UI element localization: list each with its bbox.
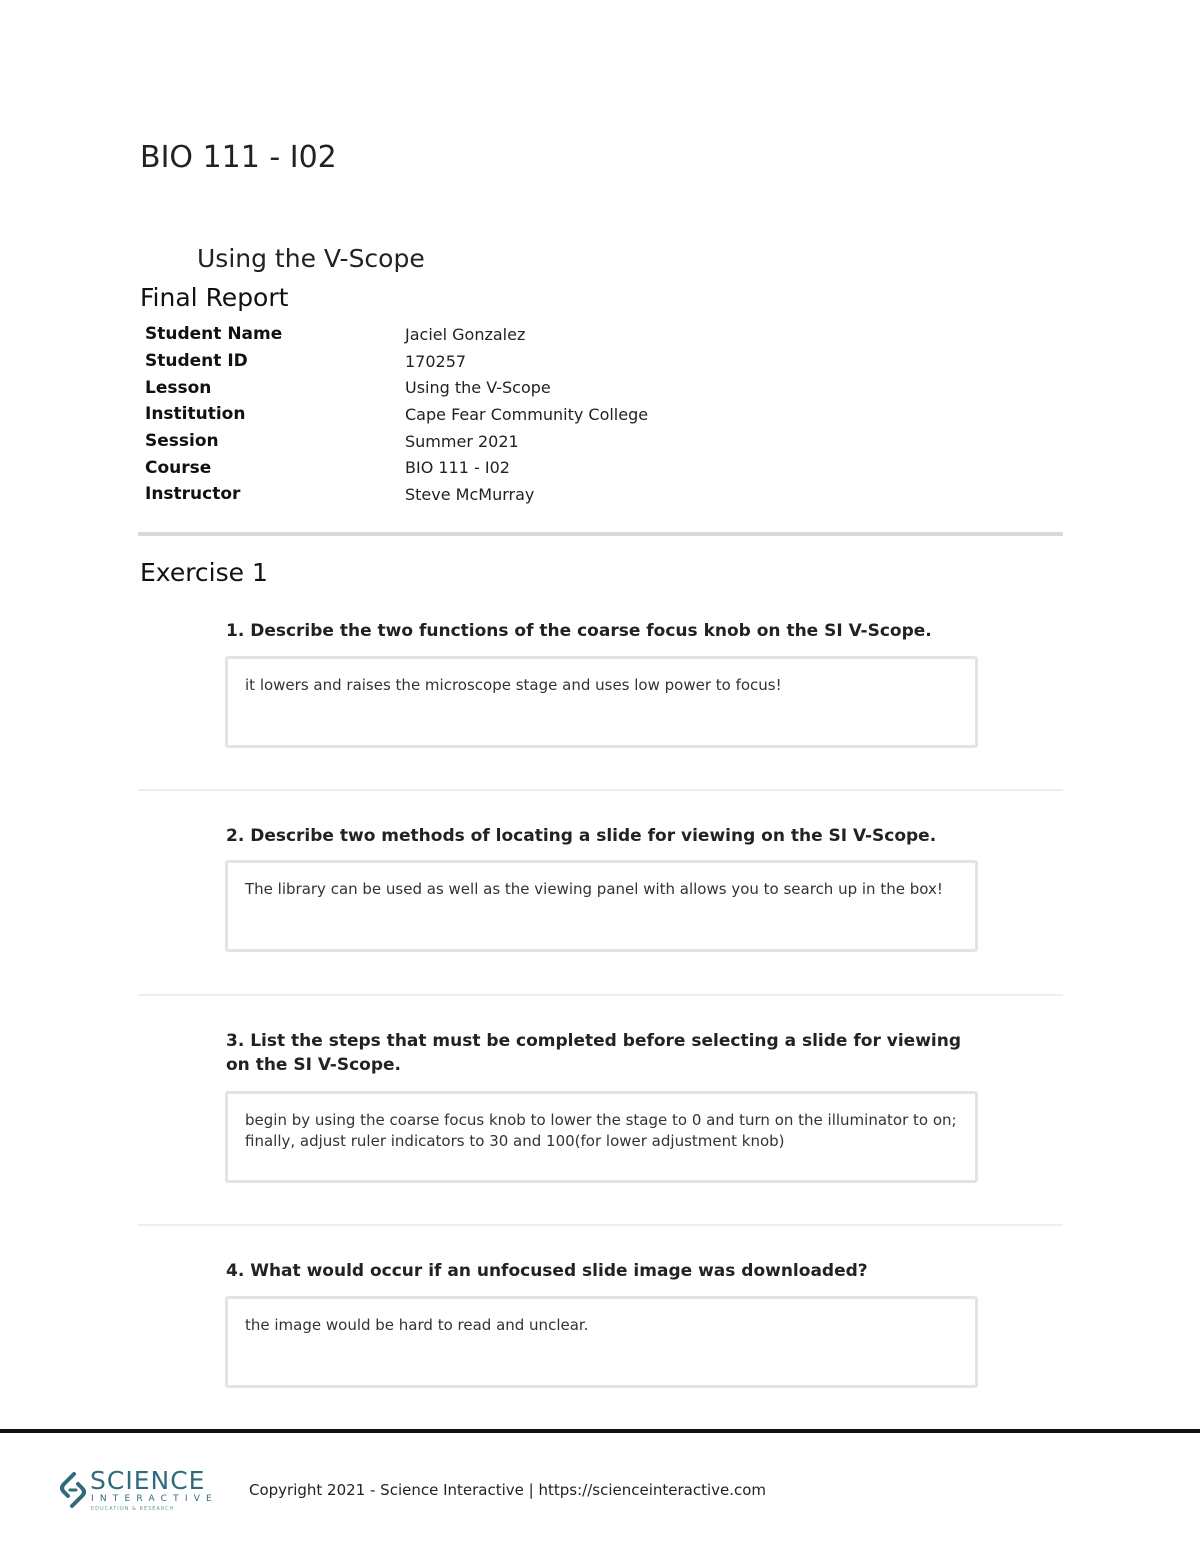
info-row-student-name bbox=[145, 321, 648, 348]
info-value: BIO 111 - I02 bbox=[405, 458, 510, 478]
info-label: Student Name bbox=[145, 324, 283, 345]
info-row-student-id bbox=[145, 348, 648, 375]
info-value: Cape Fear Community College bbox=[405, 404, 649, 424]
student-info-table bbox=[145, 321, 648, 508]
info-row-instructor bbox=[145, 481, 648, 508]
info-label: Lesson bbox=[145, 377, 212, 398]
answer-box-3[interactable]: begin by using the coarse focus knob to lower the stage to 0 and turn on the illuminator to on; finally, adjust ruler indicators to 30 and 100(for lower adjustment knob) bbox=[225, 1091, 978, 1183]
question-4: 4. What would occur if an unfocused slide image was downloaded? bbox=[226, 1261, 868, 1281]
lesson-title: Using the V-Scope bbox=[197, 244, 425, 273]
info-label: Course bbox=[145, 457, 212, 478]
logo-wordmark: SCIENCE bbox=[90, 1466, 206, 1495]
answer-box-2[interactable]: The library can be used as well as the viewing panel with allows you to search up in the box! bbox=[225, 860, 978, 952]
info-value: 170257 bbox=[405, 351, 467, 371]
question-divider bbox=[138, 994, 1063, 996]
copyright-text: Copyright 2021 - Science Interactive | https://scienceinteractive.com bbox=[249, 1481, 767, 1499]
question-divider bbox=[138, 789, 1063, 791]
info-value: Steve McMurray bbox=[405, 484, 535, 504]
info-row-course bbox=[145, 454, 648, 481]
info-label: Session bbox=[145, 431, 219, 452]
info-label: Student ID bbox=[145, 351, 248, 372]
course-title: BIO 111 - I02 bbox=[140, 140, 337, 175]
question-2: 2. Describe two methods of locating a slide for viewing on the SI V-Scope. bbox=[226, 826, 937, 846]
exercise-title: Exercise 1 bbox=[140, 558, 268, 587]
question-3: 3. List the steps that must be completed before selecting a slide for viewing on the SI V-Scope. bbox=[226, 1031, 962, 1075]
question-1: 1. Describe the two functions of the coarse focus knob on the SI V-Scope. bbox=[226, 621, 932, 641]
info-row-lesson bbox=[145, 374, 648, 401]
logo-tagline: EDUCATION & RESEARCH bbox=[91, 1506, 175, 1512]
section-divider bbox=[138, 532, 1063, 536]
report-title: Final Report bbox=[140, 283, 289, 312]
info-value: Using the V-Scope bbox=[405, 378, 551, 398]
question-divider bbox=[138, 1224, 1063, 1226]
info-label: Instructor bbox=[145, 484, 241, 505]
logo-subtitle: INTERACTIVE bbox=[91, 1494, 218, 1504]
answer-box-1[interactable]: it lowers and raises the microscope stage and uses low power to focus! bbox=[225, 656, 978, 748]
info-row-session bbox=[145, 428, 648, 455]
info-value: Summer 2021 bbox=[405, 431, 519, 451]
info-row-institution bbox=[145, 401, 648, 428]
logo-mark-icon bbox=[58, 1470, 88, 1510]
info-label: Institution bbox=[145, 404, 246, 425]
info-value: Jaciel Gonzalez bbox=[405, 324, 526, 344]
answer-box-4[interactable]: the image would be hard to read and unclear. bbox=[225, 1296, 978, 1388]
science-interactive-logo bbox=[58, 1466, 218, 1514]
footer-divider bbox=[0, 1429, 1200, 1433]
